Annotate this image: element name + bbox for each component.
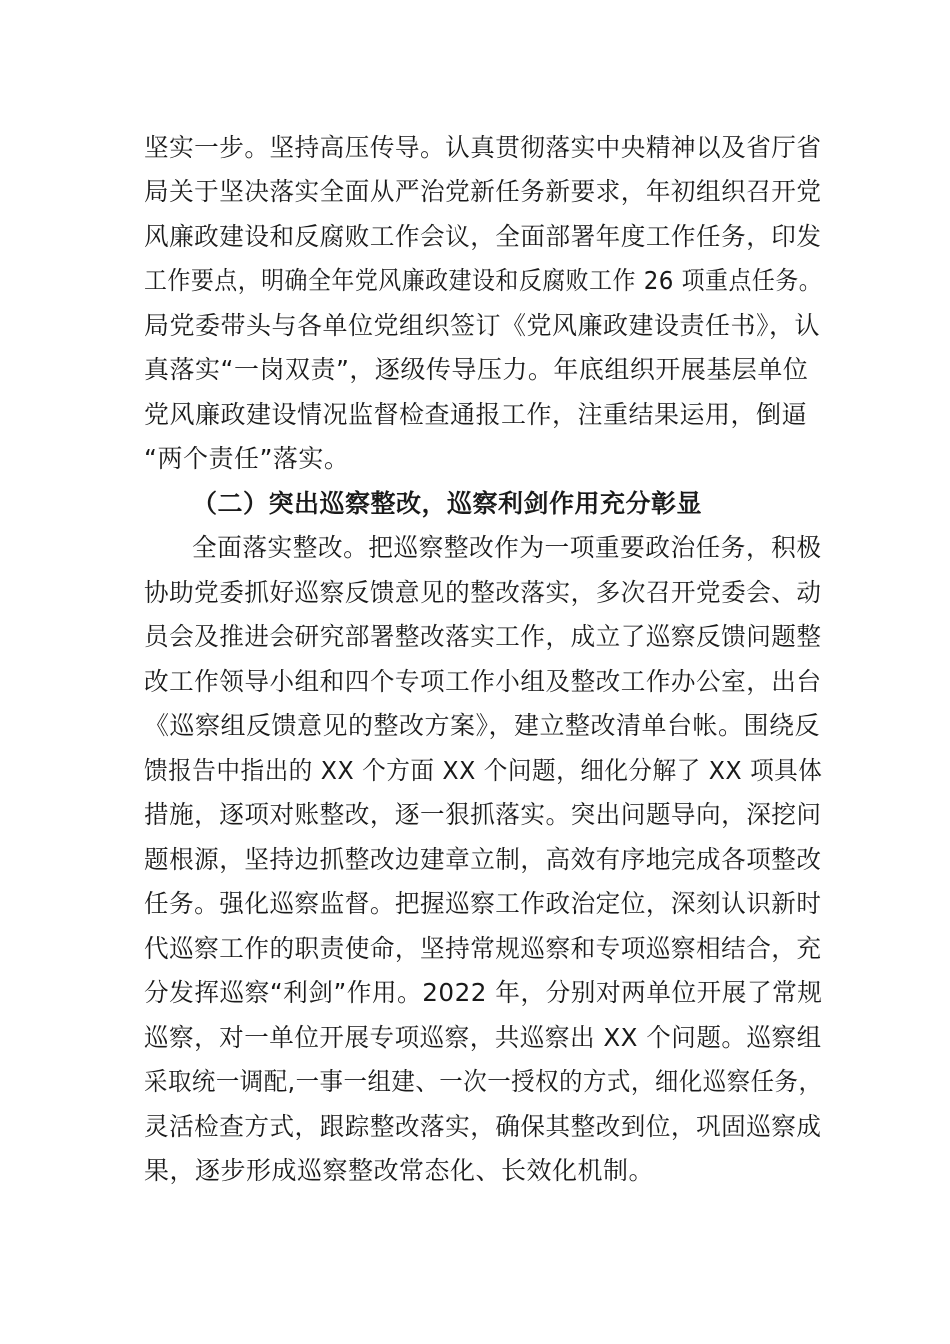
paragraph-line: 坚实一步。坚持高压传导。认真贯彻落实中央精神以及省厅省 — [144, 133, 822, 162]
paragraph-line: 真落实“一岗双责”，逐级传导压力。年底组织开展基层单位 — [144, 355, 809, 384]
paragraph-line: 协助党委抓好巡察反馈意见的整改落实，多次召开党委会、动 — [144, 578, 822, 607]
paragraph-line: 灵活检查方式，跟踪整改落实，确保其整改到位，巩固巡察成 — [144, 1112, 822, 1141]
paragraph-line: 馈报告中指出的 XX 个方面 XX 个问题，细化分解了 XX 项具体 — [144, 756, 823, 785]
paragraph-line: 全面落实整改。把巡察整改作为一项重要政治任务，积极 — [192, 533, 822, 562]
paragraph-line: 分发挥巡察“利剑”作用。2022 年，分别对两单位开展了常规 — [144, 978, 823, 1007]
section-heading: （二）突出巡察整改，巡察利剑作用充分彰显 — [192, 489, 703, 518]
paragraph-line: 局党委带头与各单位党组织签订《党风廉政建设责任书》，认 — [144, 311, 821, 340]
paragraph-line: “两个责任”落实。 — [144, 444, 350, 473]
paragraph-line: 党风廉政建设情况监督检查通报工作，注重结果运用，倒逼 — [144, 400, 808, 429]
paragraph-line: 任务。强化巡察监督。把握巡察工作政治定位，深刻认识新时 — [144, 889, 822, 918]
paragraph-line: 题根源，坚持边抓整改边建章立制，高效有序地完成各项整改 — [144, 845, 822, 874]
paragraph-line: 改工作领导小组和四个专项工作小组及整改工作办公室，出台 — [144, 667, 822, 696]
paragraph-line: 措施，逐项对账整改，逐一狠抓落实。突出问题导向，深挖问 — [144, 800, 822, 829]
paragraph-line: 采取统一调配,一事一组建、一次一授权的方式，细化巡察任务， — [144, 1067, 823, 1096]
paragraph-line: 风廉政建设和反腐败工作会议，全面部署年度工作任务，印发 — [144, 222, 822, 251]
paragraph-line: 局关于坚决落实全面从严治党新任务新要求，年初组织召开党 — [144, 177, 822, 206]
paragraph-line: 员会及推进会研究部署整改落实工作，成立了巡察反馈问题整 — [144, 622, 822, 651]
paragraph-line: 巡察，对一单位开展专项巡察，共巡察出 XX 个问题。巡察组 — [144, 1023, 822, 1052]
paragraph-line: 代巡察工作的职责使命，坚持常规巡察和专项巡察相结合，充 — [144, 934, 822, 963]
paragraph-line: 工作要点，明确全年党风廉政建设和反腐败工作 26 项重点任务。 — [144, 266, 823, 295]
paragraph-line: 《巡察组反馈意见的整改方案》，建立整改清单台帐。围绕反 — [144, 711, 821, 740]
paragraph-line: 果，逐步形成巡察整改常态化、长效化机制。 — [144, 1156, 655, 1185]
